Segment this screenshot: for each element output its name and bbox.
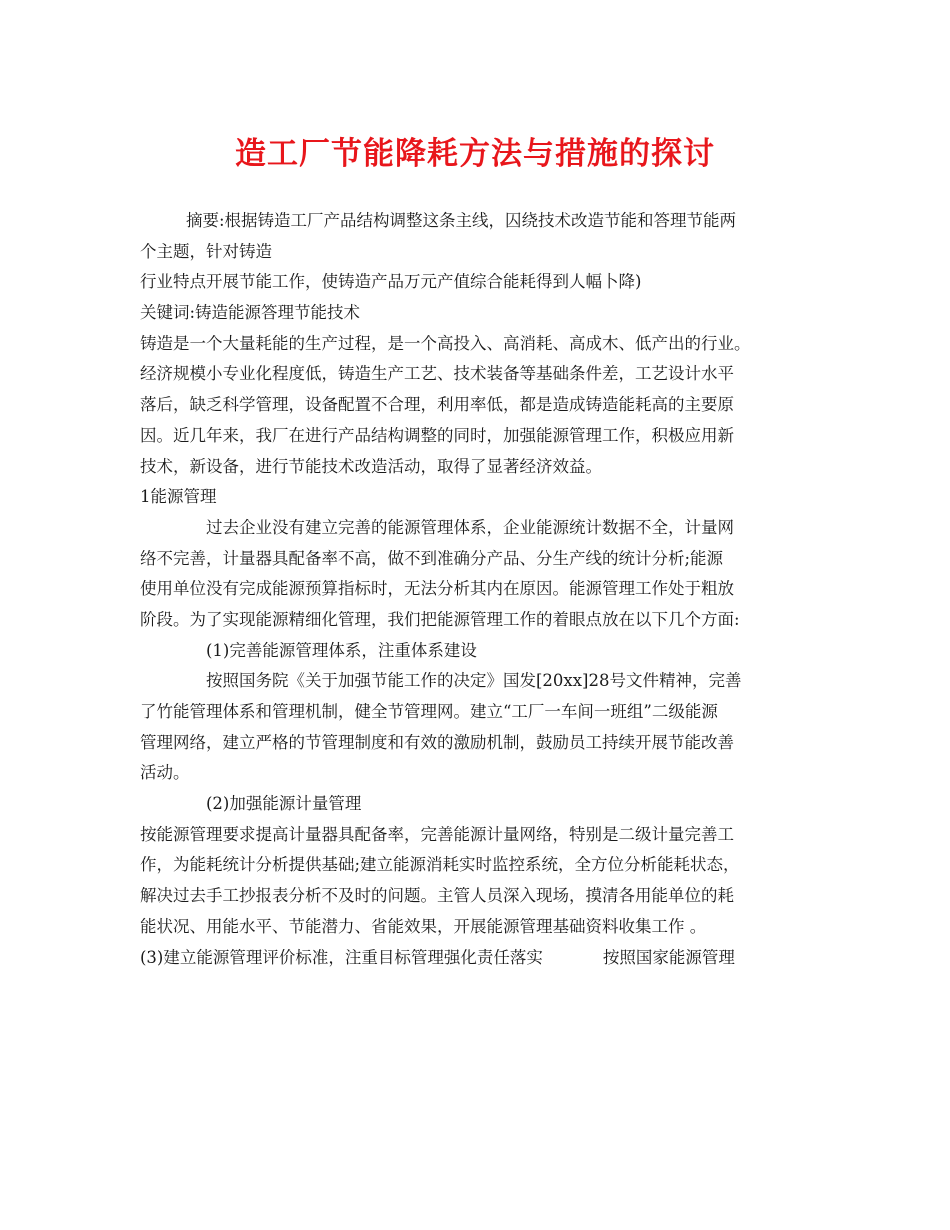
paragraph-line: 技术，新设备，进行节能技术改造活动，取得了显著经济效益。 [140, 456, 602, 476]
paragraph-fragment: 按照国家能源管理 [602, 947, 735, 967]
paragraph-line: 因。近几年来，我厂在进行产品结构调整的同时，加强能源管理工作，积极应用新 [140, 425, 734, 445]
paragraph-line: 了竹能管理体系和管理机制，健全节管理网。建立“工厂一车间一班组”二级能源 [140, 702, 718, 721]
paragraph-line: 管理网络，建立严格的节管理制度和有效的激励机制，鼓励员工持续开展节能改善 [140, 732, 734, 752]
subsection-heading-line [140, 943, 840, 974]
section-heading: 1能源管理 [140, 487, 217, 507]
paragraph-line: 解决过去手工抄报表分析不及时的问题。主管人员深入现场，摸清各用能单位的耗 [140, 886, 734, 906]
paragraph-line: 络不完善，计量器具配备率不高，做不到准确分产品、分生产线的统计分析;能源 [140, 548, 724, 568]
paragraph-line: 过去企业没有建立完善的能源管理体系，企业能源统计数据不全，计量网 [206, 517, 734, 537]
subsection-heading: (3)建立能源管理评价标准，注重目标管理强化责任落实 [140, 947, 543, 967]
paragraph-line: 经济规模小专业化程度低，铸造生产工艺、技术装备等基础条件差，工艺设计水平 [140, 364, 734, 384]
subsection-heading: (2)加强能源计量管理 [206, 794, 362, 814]
abstract-line: 个主题，针对铸造 [140, 241, 272, 261]
document-body [140, 206, 840, 973]
abstract-line: 摘要:根据铸造工厂产品结构调整这条主线，囚绕技术改造节能和答理节能两 [186, 211, 737, 230]
document-title: 造工厂节能降耗方法与措施的探讨 [235, 136, 715, 172]
abstract-line: 行业特点开展节能工作，使铸造产品万元产值综合能耗得到人幅卜降) [140, 272, 642, 292]
paragraph-line: 按照国务院《关于加强节能工作的决定》国发[20xx]28号文件精神，完善 [206, 671, 742, 691]
paragraph-line: 落后，缺乏科学管理，设备配置不合理，利用率低，都是造成铸造能耗高的主要原 [140, 395, 734, 415]
paragraph-line: 能状况、用能水平、节能潜力、省能效果，开展能源管理基础资料收集工作 。 [140, 916, 707, 936]
paragraph-line: 按能源管理要求提高计量器具配备率，完善能源计量网络，特别是二级计量完善工 [140, 824, 734, 844]
paragraph-line: 作，为能耗统计分析提供基础;建立能源消耗实时监控系统，全方位分析能耗状态， [140, 855, 740, 875]
paragraph-line: 铸造是一个大量耗能的生产过程，是一个高投入、高消耗、高成木、低产出的行业。 [140, 333, 751, 353]
subsection-heading: (1)完善能源管理体系，注重体系建设 [206, 640, 477, 660]
keywords-line: 关键词:铸造能源答理节能技术 [140, 303, 361, 323]
paragraph-line: 活动。 [140, 763, 190, 783]
paragraph-line: 使用单位没有完成能源预算指标时，无法分析其内在原因。能源管理工作处于粗放 [140, 579, 734, 599]
paragraph-line: 阶段。为了实现能源精细化管理，我们把能源管理工作的着眼点放在以下几个方面: [140, 609, 740, 629]
